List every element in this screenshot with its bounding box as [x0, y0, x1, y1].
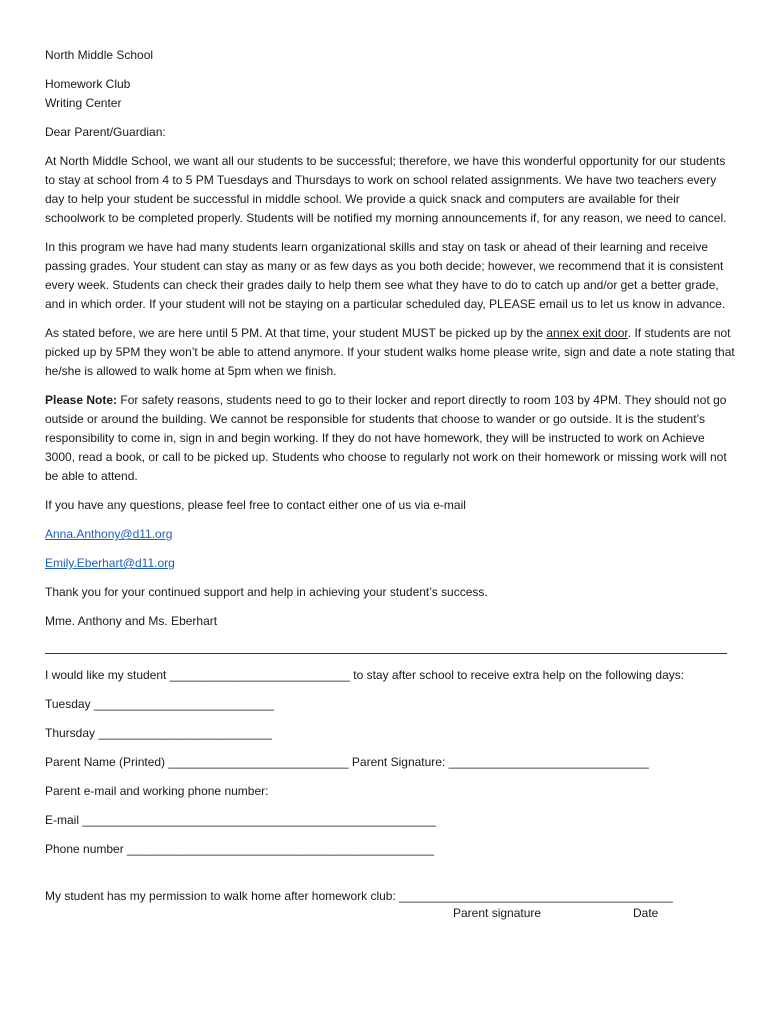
form-email-line[interactable]: E-mail _____________________________________________________ — [45, 813, 437, 827]
note-text: For safety reasons, students need to go to their locker and report directly to room 103 by 4PM. They should not go outside or around the building. We cannot be responsible for students that choose to wander or go outside. It is the student’s responsibility to come in, sign in and begin working. If they do not have homework, they will be instructed to work on Achieve 3000, read a book, or call to be picked up. Students who choose to regularly not work on their homework or missing work will not be able to attend. — [45, 393, 727, 483]
form-student-line[interactable]: I would like my student ___________________________ to stay after school to receive extra help on the following days: — [45, 668, 685, 682]
paragraph-note — [45, 391, 735, 486]
annex-exit-door: annex exit door — [546, 326, 628, 340]
note-label: Please Note: — [45, 393, 118, 407]
paragraph-program: In this program we have had many students learn organizational skills and stay on task or ahead of their learning and receive passing grades. Your student can stay as many or as few days as you both decide; however, we recommend that it is consistent every week. Students can check their grades daily to help them see what they have to do to catch up and/or get a better grade, and in which order. If your student will not be staying on a particular scheduled day, PLEASE email us to let us know in advance. — [45, 240, 726, 311]
pickup-text-after: . If students are not picked up by 5PM they won’t be able to attend anymore. If your student walks home please write, sign and date a note stating that he/she is allowed to walk home at 5pm when we finish. — [45, 326, 735, 378]
paragraph-intro: At North Middle School, we want all our students to be successful; therefore, we have this wonderful opportunity for our students to stay at school from 4 to 5 PM Tuesdays and Thursdays to work on school related assignments. We have two teachers every day to help your student be successful in middle school. We provide a quick snack and computers are available for their schoolwork to be completed properly. Students will be notified my morning announcements if, for any reason, we need to cancel. — [45, 154, 727, 225]
signature-labels — [45, 906, 735, 925]
form-thursday-line[interactable]: Thursday __________________________ — [45, 726, 272, 740]
email-link-anthony[interactable]: Anna.Anthony@d11.org — [45, 527, 173, 541]
email-link-eberhart[interactable]: Emily.Eberhart@d11.org — [45, 556, 175, 570]
form-phone-line[interactable]: Phone number ______________________________________________ — [45, 842, 435, 856]
form-permission-line[interactable]: My student has my permission to walk home after homework club: _________________________________________ — [45, 889, 673, 903]
form-tuesday-line[interactable]: Tuesday ___________________________ — [45, 697, 275, 711]
date-label: Date — [633, 906, 659, 920]
cut-line-divider — [45, 653, 727, 654]
parent-signature-label: Parent signature — [453, 906, 542, 920]
signoff: Mme. Anthony and Ms. Eberhart — [45, 614, 218, 628]
pickup-text-before: As stated before, we are here until 5 PM. At that time, your student MUST be picked up by the — [45, 326, 547, 340]
school-name: North Middle School — [45, 48, 154, 62]
paragraph-pickup — [45, 324, 735, 381]
greeting: Dear Parent/Guardian: — [45, 125, 166, 139]
program-name: Homework Club — [45, 77, 131, 91]
letter-page — [45, 46, 735, 925]
center-name: Writing Center — [45, 96, 122, 110]
thanks-line: Thank you for your continued support and help in achieving your student’s success. — [45, 585, 488, 599]
contact-intro: If you have any questions, please feel free to contact either one of us via e-mail — [45, 498, 466, 512]
form-parent-name-line[interactable]: Parent Name (Printed) ___________________________ Parent Signature: ______________________________ — [45, 755, 649, 769]
form-contact-label: Parent e-mail and working phone number: — [45, 784, 269, 798]
